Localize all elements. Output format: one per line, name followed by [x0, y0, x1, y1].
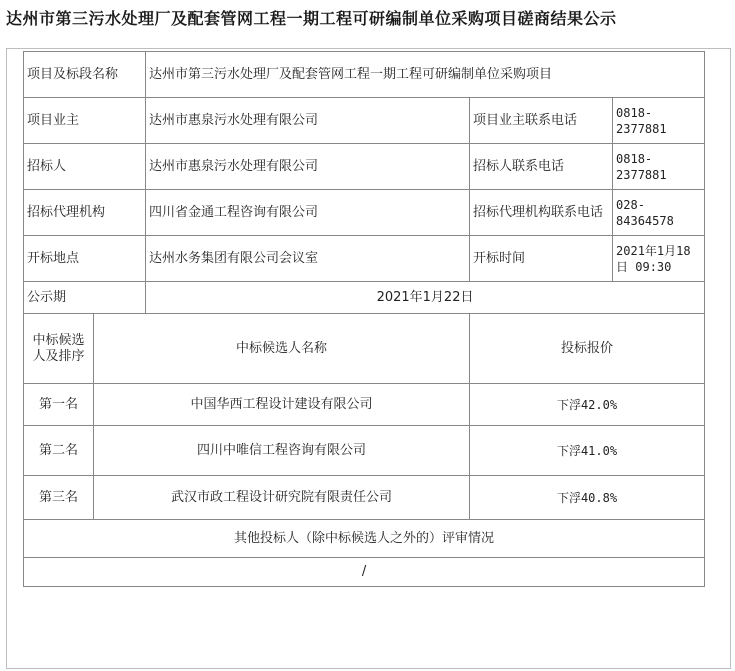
candidate-rank: 第一名 [24, 384, 94, 426]
owner-label: 项目业主 [24, 98, 146, 144]
agency-label: 招标代理机构 [24, 190, 146, 236]
tenderer-phone-value: 0818-2377881 [613, 144, 705, 190]
owner-value: 达州市惠泉污水处理有限公司 [146, 98, 470, 144]
project-label: 项目及标段名称 [24, 52, 146, 98]
notice-value: 2021年1月22日 [146, 282, 705, 314]
agency-value: 四川省金通工程咨询有限公司 [146, 190, 470, 236]
row-owner [24, 98, 705, 144]
candidate-header-row [24, 314, 705, 384]
others-value: / [24, 558, 705, 587]
row-project [24, 52, 705, 98]
table-row [24, 384, 705, 426]
page-title: 达州市第三污水处理厂及配套管网工程一期工程可研编制单位采购项目磋商结果公示 [6, 9, 617, 28]
notice-label: 公示期 [24, 282, 146, 314]
candidate-name: 中国华西工程设计建设有限公司 [94, 384, 470, 426]
time-value: 2021年1月18日 09:30 [613, 236, 705, 282]
table-row [24, 426, 705, 476]
owner-phone-label: 项目业主联系电话 [470, 98, 613, 144]
candidate-rank: 第三名 [24, 476, 94, 520]
venue-value: 达州水务集团有限公司会议室 [146, 236, 470, 282]
candidate-rank: 第二名 [24, 426, 94, 476]
row-venue [24, 236, 705, 282]
owner-phone-value: 0818-2377881 [613, 98, 705, 144]
table-row [24, 476, 705, 520]
rank-header: 中标候选人及排序 [24, 314, 94, 384]
candidate-name: 武汉市政工程设计研究院有限责任公司 [94, 476, 470, 520]
row-tenderer [24, 144, 705, 190]
bid-header: 投标报价 [470, 314, 705, 384]
candidate-bid: 下浮41.0% [470, 426, 705, 476]
venue-label: 开标地点 [24, 236, 146, 282]
candidate-name: 四川中唯信工程咨询有限公司 [94, 426, 470, 476]
name-header: 中标候选人名称 [94, 314, 470, 384]
result-table [23, 51, 705, 587]
others-heading: 其他投标人（除中标候选人之外的）评审情况 [24, 520, 705, 558]
project-value: 达州市第三污水处理厂及配套管网工程一期工程可研编制单位采购项目 [146, 52, 705, 98]
tenderer-phone-label: 招标人联系电话 [470, 144, 613, 190]
others-value-row [24, 558, 705, 587]
agency-phone-label: 招标代理机构联系电话 [470, 190, 613, 236]
agency-phone-value: 028-84364578 [613, 190, 705, 236]
candidate-bid: 下浮40.8% [470, 476, 705, 520]
row-notice [24, 282, 705, 314]
candidate-bid: 下浮42.0% [470, 384, 705, 426]
time-label: 开标时间 [470, 236, 613, 282]
row-agency [24, 190, 705, 236]
tenderer-label: 招标人 [24, 144, 146, 190]
others-heading-row [24, 520, 705, 558]
tenderer-value: 达州市惠泉污水处理有限公司 [146, 144, 470, 190]
